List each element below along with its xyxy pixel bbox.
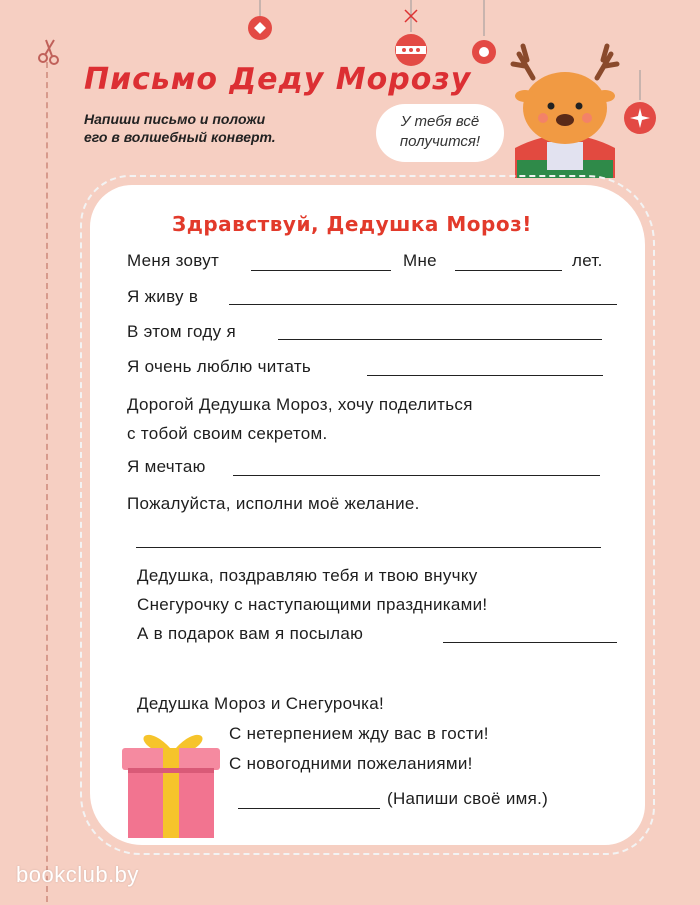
dream-label: Я мечтаю (127, 457, 206, 476)
wish-blank[interactable] (136, 547, 601, 548)
instruction-line: его в волшебный конверт. (84, 129, 276, 145)
closing-line: С нетерпением жду вас в гости! (229, 724, 489, 743)
year-blank[interactable] (278, 339, 602, 340)
age-label: Мне (403, 251, 437, 270)
ornament-icon (240, 0, 280, 46)
page-title: Письмо Деду Морозу (84, 62, 472, 97)
instruction-text (84, 110, 324, 146)
instruction-line: Напиши письмо и положи (84, 111, 266, 127)
read-label: Я очень люблю читать (127, 357, 312, 376)
name-label: Меня зовут (127, 251, 220, 270)
signature-hint: (Напиши своё имя.) (387, 789, 549, 808)
letter-greeting: Здравствуй, Дедушка Мороз! (172, 212, 532, 236)
closing-line: С новогодними пожеланиями! (229, 754, 473, 773)
gift-label: А в подарок вам я посылаю (137, 624, 364, 643)
signature-blank[interactable] (238, 808, 380, 809)
reindeer-icon (505, 38, 625, 178)
gift-blank[interactable] (443, 642, 617, 643)
congrats-line: Снегурочку с наступающими праздниками! (137, 595, 488, 614)
bubble-line: получится! (399, 133, 481, 150)
scissors-icon (34, 36, 64, 66)
city-blank[interactable] (229, 304, 617, 305)
wish-line: Пожалуйста, исполни моё желание. (127, 494, 420, 513)
ornament-icon (466, 0, 502, 72)
speech-bubble (376, 104, 504, 162)
watermark: bookclub.by (16, 862, 139, 887)
closing-line: Дедушка Мороз и Снегурочка! (137, 694, 385, 713)
cut-line (46, 62, 48, 902)
year-label: В этом году я (127, 322, 236, 341)
dream-blank[interactable] (233, 475, 600, 476)
congrats-line: Дедушка, поздравляю тебя и твою внучку (137, 566, 478, 585)
age-blank[interactable] (455, 270, 562, 271)
secret-line: Дорогой Дедушка Мороз, хочу поделиться (127, 395, 473, 414)
gift-box-icon (118, 722, 228, 840)
age-suffix: лет. (572, 251, 603, 270)
read-blank[interactable] (367, 375, 603, 376)
name-blank[interactable] (251, 270, 391, 271)
secret-line: с тобой своим секретом. (127, 424, 328, 443)
live-label: Я живу в (127, 287, 199, 306)
bubble-line: У тебя всё (400, 113, 480, 130)
